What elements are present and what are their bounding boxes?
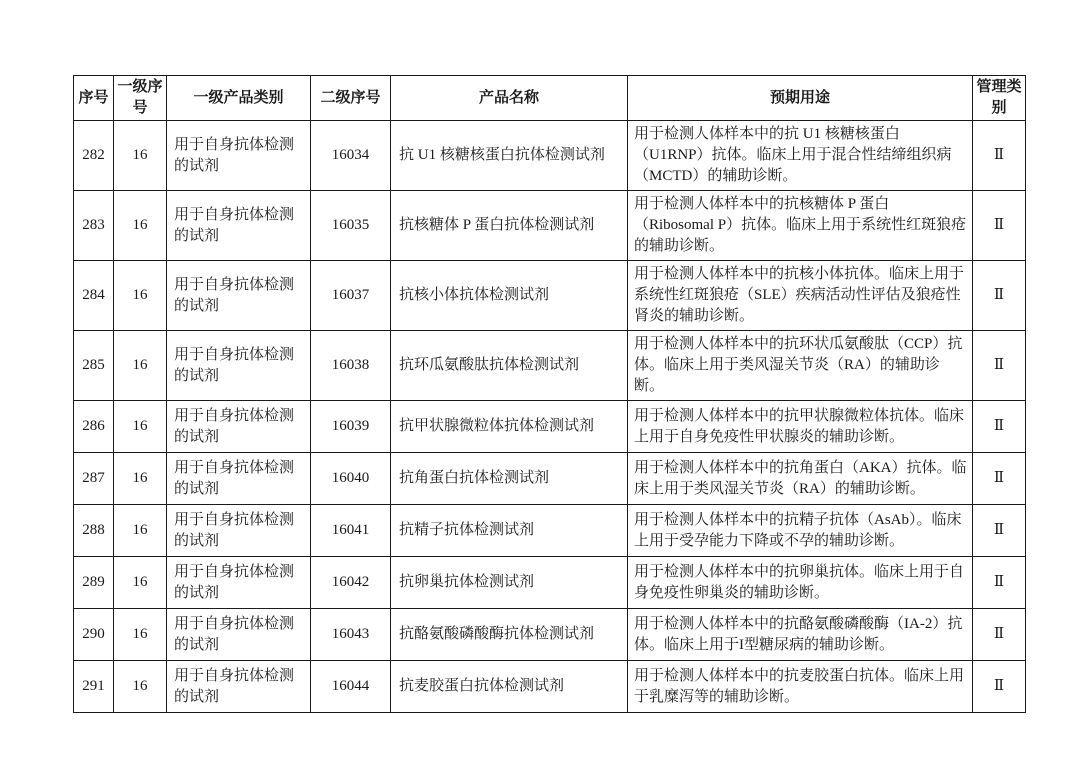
level1-category-cell: 用于自身抗体检测的试剂 xyxy=(167,505,311,557)
level1-category-cell: 用于自身抗体检测的试剂 xyxy=(167,261,311,331)
header-management-class: 管理类别 xyxy=(973,76,1026,121)
level2-number-cell: 16043 xyxy=(311,609,391,661)
management-class-cell: Ⅱ xyxy=(973,557,1026,609)
intended-use-cell: 用于检测人体样本中的抗卵巢抗体。临床上用于自身免疫性卵巢炎的辅助诊断。 xyxy=(628,557,973,609)
serial-number-cell: 287 xyxy=(74,453,114,505)
serial-number-cell: 286 xyxy=(74,401,114,453)
management-class-cell: Ⅱ xyxy=(973,191,1026,261)
product-name-cell: 抗麦胶蛋白抗体检测试剂 xyxy=(391,661,628,713)
header-serial-number: 序号 xyxy=(74,76,114,121)
product-name-cell: 抗核糖体 P 蛋白抗体检测试剂 xyxy=(391,191,628,261)
level1-number-cell: 16 xyxy=(114,505,167,557)
level2-number-cell: 16044 xyxy=(311,661,391,713)
level1-number-cell: 16 xyxy=(114,661,167,713)
intended-use-cell: 用于检测人体样本中的抗角蛋白（AKA）抗体。临床上用于类风湿关节炎（RA）的辅助诊断。 xyxy=(628,453,973,505)
intended-use-cell: 用于检测人体样本中的抗核糖体 P 蛋白（Ribosomal P）抗体。临床上用于系统性红斑狼疮的辅助诊断。 xyxy=(628,191,973,261)
intended-use-cell: 用于检测人体样本中的抗甲状腺微粒体抗体。临床上用于自身免疫性甲状腺炎的辅助诊断。 xyxy=(628,401,973,453)
table-row xyxy=(74,331,1026,401)
product-name-cell: 抗角蛋白抗体检测试剂 xyxy=(391,453,628,505)
level1-number-cell: 16 xyxy=(114,191,167,261)
product-name-cell: 抗卵巢抗体检测试剂 xyxy=(391,557,628,609)
intended-use-cell: 用于检测人体样本中的抗核小体抗体。临床上用于系统性红斑狼疮（SLE）疾病活动性评估及狼疮性肾炎的辅助诊断。 xyxy=(628,261,973,331)
level1-number-cell: 16 xyxy=(114,557,167,609)
intended-use-cell: 用于检测人体样本中的抗麦胶蛋白抗体。临床上用于乳糜泻等的辅助诊断。 xyxy=(628,661,973,713)
serial-number-cell: 285 xyxy=(74,331,114,401)
level1-category-cell: 用于自身抗体检测的试剂 xyxy=(167,331,311,401)
serial-number-cell: 290 xyxy=(74,609,114,661)
table-body xyxy=(74,121,1026,713)
level2-number-cell: 16039 xyxy=(311,401,391,453)
level1-category-cell: 用于自身抗体检测的试剂 xyxy=(167,557,311,609)
level1-number-cell: 16 xyxy=(114,261,167,331)
product-name-cell: 抗精子抗体检测试剂 xyxy=(391,505,628,557)
header-product-name: 产品名称 xyxy=(391,76,628,121)
management-class-cell: Ⅱ xyxy=(973,331,1026,401)
management-class-cell: Ⅱ xyxy=(973,661,1026,713)
table-row xyxy=(74,401,1026,453)
header-level2-number: 二级序号 xyxy=(311,76,391,121)
level1-number-cell: 16 xyxy=(114,331,167,401)
product-name-cell: 抗甲状腺微粒体抗体检测试剂 xyxy=(391,401,628,453)
product-name-cell: 抗核小体抗体检测试剂 xyxy=(391,261,628,331)
serial-number-cell: 291 xyxy=(74,661,114,713)
table-row xyxy=(74,609,1026,661)
serial-number-cell: 284 xyxy=(74,261,114,331)
product-classification-table xyxy=(73,75,1026,713)
level2-number-cell: 16037 xyxy=(311,261,391,331)
serial-number-cell: 289 xyxy=(74,557,114,609)
intended-use-cell: 用于检测人体样本中的抗环状瓜氨酸肽（CCP）抗体。临床上用于类风湿关节炎（RA）的辅助诊断。 xyxy=(628,331,973,401)
header-level1-category: 一级产品类别 xyxy=(167,76,311,121)
header-level1-number: 一级序号 xyxy=(114,76,167,121)
level1-category-cell: 用于自身抗体检测的试剂 xyxy=(167,191,311,261)
level1-number-cell: 16 xyxy=(114,609,167,661)
level2-number-cell: 16040 xyxy=(311,453,391,505)
level2-number-cell: 16034 xyxy=(311,121,391,191)
management-class-cell: Ⅱ xyxy=(973,401,1026,453)
serial-number-cell: 288 xyxy=(74,505,114,557)
table-row xyxy=(74,261,1026,331)
table-row xyxy=(74,505,1026,557)
level1-category-cell: 用于自身抗体检测的试剂 xyxy=(167,453,311,505)
level1-number-cell: 16 xyxy=(114,401,167,453)
level2-number-cell: 16041 xyxy=(311,505,391,557)
level2-number-cell: 16042 xyxy=(311,557,391,609)
table-row xyxy=(74,661,1026,713)
level2-number-cell: 16035 xyxy=(311,191,391,261)
management-class-cell: Ⅱ xyxy=(973,121,1026,191)
management-class-cell: Ⅱ xyxy=(973,453,1026,505)
table-row xyxy=(74,191,1026,261)
product-name-cell: 抗环瓜氨酸肽抗体检测试剂 xyxy=(391,331,628,401)
serial-number-cell: 282 xyxy=(74,121,114,191)
intended-use-cell: 用于检测人体样本中的抗精子抗体（AsAb）。临床上用于受孕能力下降或不孕的辅助诊断。 xyxy=(628,505,973,557)
management-class-cell: Ⅱ xyxy=(973,261,1026,331)
management-class-cell: Ⅱ xyxy=(973,505,1026,557)
product-name-cell: 抗酪氨酸磷酸酶抗体检测试剂 xyxy=(391,609,628,661)
level1-category-cell: 用于自身抗体检测的试剂 xyxy=(167,609,311,661)
level1-number-cell: 16 xyxy=(114,121,167,191)
intended-use-cell: 用于检测人体样本中的抗酪氨酸磷酸酶（IA-2）抗体。临床上用于I型糖尿病的辅助诊断。 xyxy=(628,609,973,661)
table-header xyxy=(74,76,1026,121)
intended-use-cell: 用于检测人体样本中的抗 U1 核糖核蛋白（U1RNP）抗体。临床上用于混合性结缔组织病（MCTD）的辅助诊断。 xyxy=(628,121,973,191)
level1-number-cell: 16 xyxy=(114,453,167,505)
table-row xyxy=(74,557,1026,609)
level1-category-cell: 用于自身抗体检测的试剂 xyxy=(167,121,311,191)
level1-category-cell: 用于自身抗体检测的试剂 xyxy=(167,401,311,453)
level2-number-cell: 16038 xyxy=(311,331,391,401)
header-intended-use: 预期用途 xyxy=(628,76,973,121)
table-row xyxy=(74,121,1026,191)
product-name-cell: 抗 U1 核糖核蛋白抗体检测试剂 xyxy=(391,121,628,191)
table-row xyxy=(74,453,1026,505)
header-row xyxy=(74,76,1026,121)
level1-category-cell: 用于自身抗体检测的试剂 xyxy=(167,661,311,713)
serial-number-cell: 283 xyxy=(74,191,114,261)
management-class-cell: Ⅱ xyxy=(973,609,1026,661)
